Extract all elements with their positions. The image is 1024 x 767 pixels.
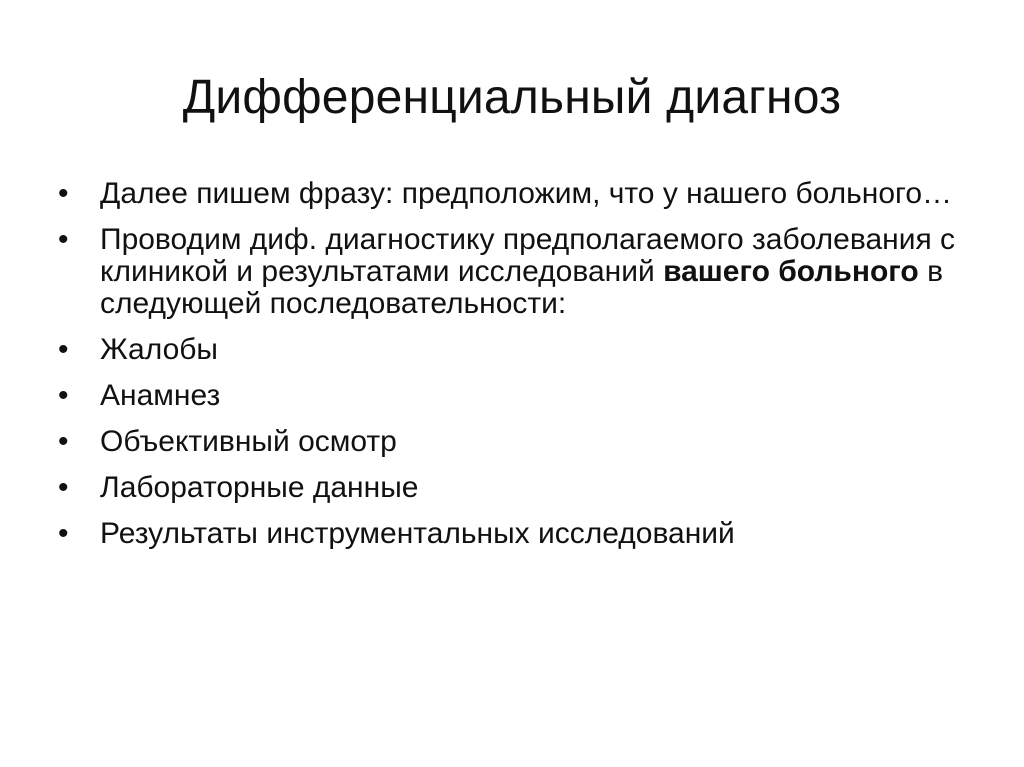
list-item bbox=[58, 380, 958, 412]
list-item-text: Результаты инструментальных исследований bbox=[100, 517, 735, 550]
list-item bbox=[58, 426, 958, 458]
list-item bbox=[58, 334, 958, 366]
list-item-text: Далее пишем фразу: предположим, что у нашего больного… bbox=[100, 177, 953, 210]
list-item bbox=[58, 472, 958, 504]
list-item-text: Жалобы bbox=[100, 333, 218, 366]
list-item bbox=[58, 518, 958, 550]
list-item-text-part: в следующей последовательности: bbox=[100, 255, 944, 320]
bullet-icon: • bbox=[58, 471, 69, 504]
bullet-icon: • bbox=[58, 333, 69, 366]
bullet-icon: • bbox=[58, 177, 69, 210]
bullet-icon: • bbox=[58, 223, 69, 256]
slide-title: Дифференциальный диагноз bbox=[182, 71, 842, 124]
bullet-icon: • bbox=[58, 517, 69, 550]
list-item bbox=[58, 178, 958, 210]
list-item bbox=[58, 224, 958, 320]
list-item-text: Лабораторные данные bbox=[100, 471, 419, 504]
list-item-text bbox=[100, 223, 955, 320]
list-item-text-part: Проводим диф. диагностику предполагаемого заболевания с клиникой и результатами исследований bbox=[100, 223, 956, 288]
bullet-list bbox=[58, 178, 958, 564]
bullet-icon: • bbox=[58, 425, 69, 458]
emphasized-text: вашего больного bbox=[663, 255, 919, 288]
bullet-icon: • bbox=[58, 379, 69, 412]
list-item-text: Анамнез bbox=[100, 379, 221, 412]
list-item-text: Объективный осмотр bbox=[100, 425, 397, 458]
